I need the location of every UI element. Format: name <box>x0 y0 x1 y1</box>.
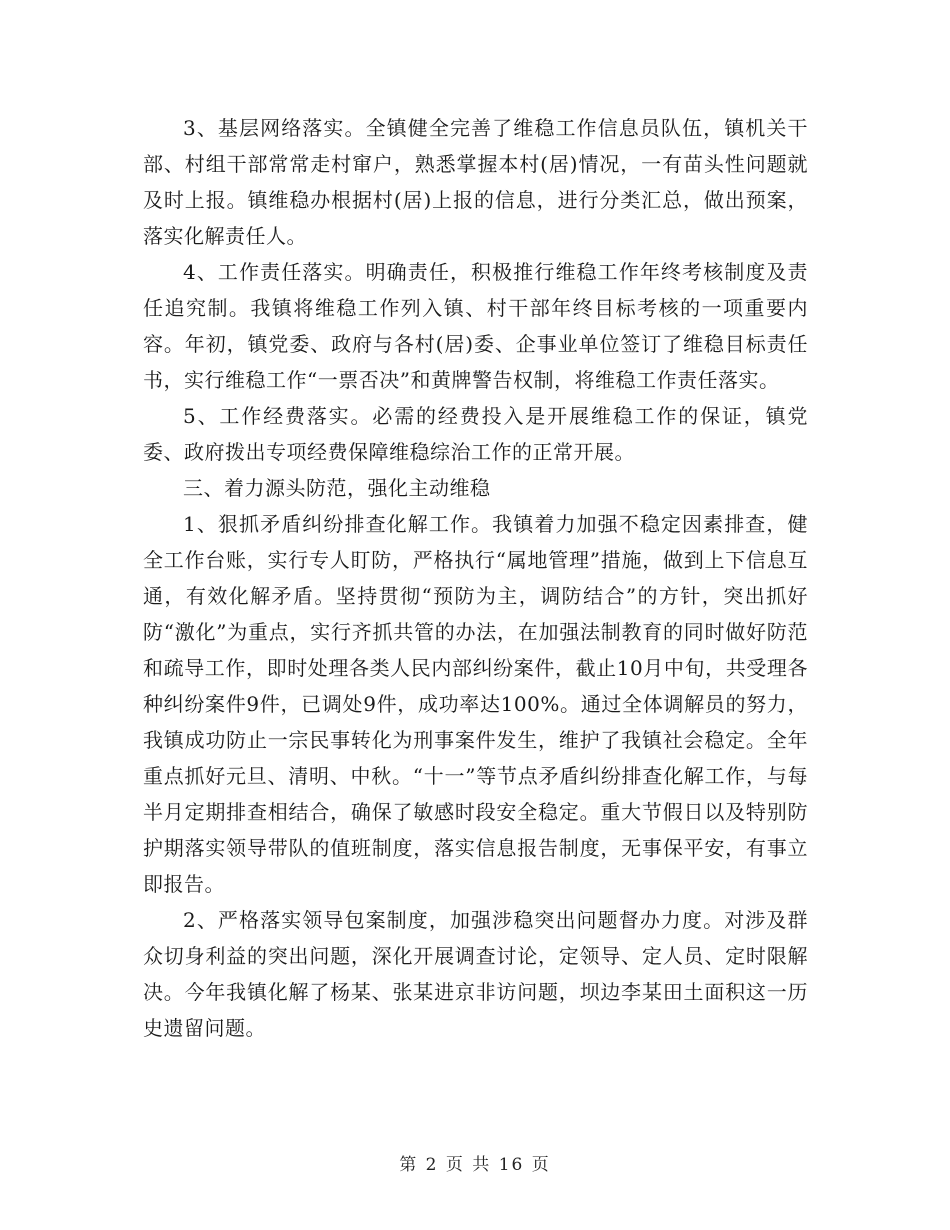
paragraph-dispute-resolution: 1、狠抓矛盾纠纷排查化解工作。我镇着力加强不稳定因素排查，健全工作台账，实行专人盯防，严格执行“属地管理”措施，做到上下信息互通，有效化解矛盾。坚持贯彻“预防为主，调防结合”的方针，突出抓好防“激化”为重点，实行齐抓共管的办法，在加强法制教育的同时做好防范和疏导工作，即时处理各类人民内部纠纷案件，截止10月中旬，共受理各种纠纷案件9件，已调处9件，成功率达100%。通过全体调解员的努力，我镇成功防止一宗民事转化为刑事案件发生，维护了我镇社会稳定。全年重点抓好元旦、清明、中秋。“十一”等节点矛盾纠纷排查化解工作，与每半月定期排查相结合，确保了敏感时段安全稳定。重大节假日以及特别防护期落实领导带队的值班制度，落实信息报告制度，无事保平安，有事立即报告。 <box>143 512 808 896</box>
document-body <box>143 110 808 1046</box>
paragraph-leader-case-system: 2、严格落实领导包案制度，加强涉稳突出问题督办力度。对涉及群众切身利益的突出问题，深化开展调查讨论，定领导、定人员、定时限解决。今年我镇化解了杨某、张某进京非访问题，坝边李某田土面积这一历史遗留问题。 <box>143 908 808 1040</box>
section-heading-source-prevention: 三、着力源头防范，强化主动维稳 <box>183 476 491 500</box>
paragraph-work-responsibility: 4、工作责任落实。明确责任，积极推行维稳工作年终考核制度及责任追究制。我镇将维稳工作列入镇、村干部年终目标考核的一项重要内容。年初，镇党委、政府与各村(居)委、企事业单位签订了维稳目标责任书，实行维稳工作“一票否决”和黄牌警告权制，将维稳工作责任落实。 <box>143 260 808 392</box>
paragraph-work-funding: 5、工作经费落实。必需的经费投入是开展维稳工作的保证，镇党委、政府拨出专项经费保障维稳综治工作的正常开展。 <box>143 404 808 464</box>
paragraph-grassroots-network: 3、基层网络落实。全镇健全完善了维稳工作信息员队伍，镇机关干部、村组干部常常走村窜户，熟悉掌握本村(居)情况，一有苗头性问题就及时上报。镇维稳办根据村(居)上报的信息，进行分类汇总，做出预案，落实化解责任人。 <box>143 116 808 248</box>
page-number-footer: 第 2 页 共 16 页 <box>399 1155 551 1175</box>
